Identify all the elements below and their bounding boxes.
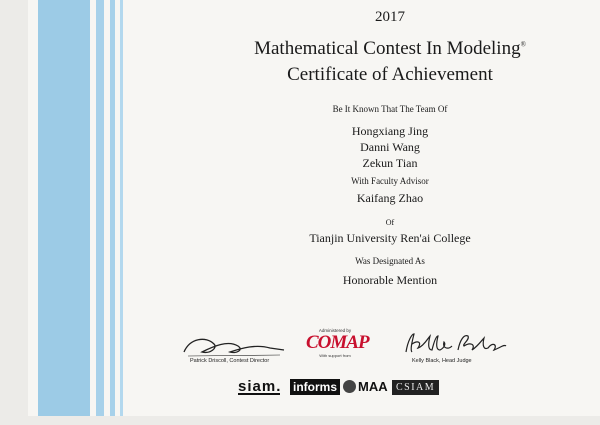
csiam-logo: CSIAM [392, 380, 439, 395]
team-member-1: Hongxiang Jing [351, 124, 429, 138]
team-member-3: Zekun Tian [362, 156, 418, 170]
siam-wordmark: siam. [238, 378, 282, 395]
certificate-title: Certificate of Achievement [287, 64, 493, 85]
institution-name: Tianjin University Ren'ai College [309, 231, 471, 245]
contest-name [180, 38, 600, 60]
contest-name-text: Mathematical Contest In Modeling [254, 38, 521, 59]
registered-mark: ® [520, 40, 526, 49]
maa-logo [343, 378, 388, 396]
director-signature [180, 330, 290, 360]
maa-globe-icon [343, 380, 356, 393]
advisor-name: Kaifang Zhao [356, 191, 424, 205]
intro-text: Be It Known That The Team Of [332, 104, 448, 114]
blue-stripe-thin-3 [120, 0, 123, 416]
team-member-2: Danni Wang [360, 140, 420, 154]
blue-stripe-thin-2 [110, 0, 115, 416]
director-name: Patrick Driscoll, Contest Director [190, 358, 270, 364]
blue-stripe-wide [38, 0, 90, 416]
informs-logo: informs [290, 379, 340, 395]
blue-stripe-thin-1 [96, 0, 104, 416]
comap-wordmark: COMAP [306, 332, 369, 353]
advisor-label: With Faculty Advisor [351, 176, 429, 186]
judge-signature [400, 328, 510, 358]
siam-logo [238, 378, 281, 396]
award-name: Honorable Mention [342, 273, 438, 287]
certificate-year: 2017 [375, 9, 405, 25]
judge-name: Kelly Black, Head Judge [412, 358, 472, 364]
designation-label: Was Designated As [355, 256, 425, 266]
maa-wordmark: MAA [358, 379, 388, 394]
of-label: Of [385, 218, 395, 227]
comap-administered-text: Administered by [318, 328, 352, 333]
comap-logo [306, 328, 369, 358]
comap-support-text: With support from [319, 353, 351, 358]
